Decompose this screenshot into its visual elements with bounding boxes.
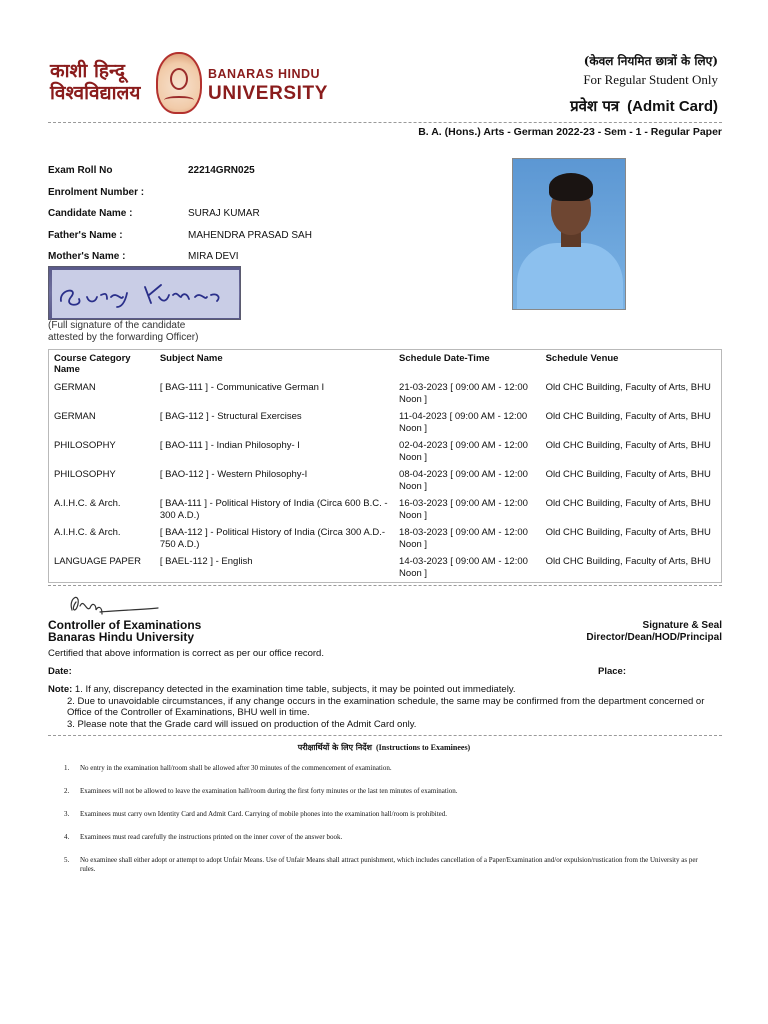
instruction-number: 5. <box>64 856 70 864</box>
instruction-text: No entry in the examination hall/room shall be allowed after 30 minutes of the commencement of examination. <box>80 764 392 772</box>
instruction-item <box>64 833 704 842</box>
instruction-number: 1. <box>64 764 70 772</box>
instruction-item <box>64 856 704 874</box>
note-1-text: 1. If any, discrepancy detected in the examination time table, subjects, it may be pointed out immediately. <box>72 684 516 695</box>
mother-value: MIRA DEVI <box>188 251 239 262</box>
seal-line1: Signature & Seal <box>642 620 722 631</box>
signature-seal-block <box>586 620 722 644</box>
place-label: Place: <box>598 666 626 677</box>
header-schedule-venue: Schedule Venue <box>545 353 619 364</box>
instructions-heading-hindi: परीक्षार्थियों के लिए निर्देश <box>297 742 372 752</box>
subject-name: [ BAO-111 ] - Indian Philosophy- I <box>159 440 300 451</box>
subject-name: [ BAA-112 ] - Political History of India (Circa 300 A.D.- 750 A.D.) <box>159 527 386 550</box>
subject-name: [ BAEL-112 ] - English <box>159 556 253 567</box>
instruction-item <box>64 787 704 796</box>
subject-name: [ BAA-111 ] - Political History of India (Circa 600 B.C. - 300 A.D.) <box>159 498 388 521</box>
signature-caption <box>48 320 198 344</box>
instruction-number: 4. <box>64 833 70 841</box>
university-logo-hindi <box>50 60 140 104</box>
table-row <box>49 524 721 553</box>
instruction-number: 2. <box>64 787 70 795</box>
header-right <box>570 52 718 116</box>
father-label: Father's Name : <box>48 229 123 241</box>
note-label: Note: <box>48 684 73 695</box>
subject-name: [ BAG-112 ] - Structural Exercises <box>159 411 302 422</box>
enrolment-label: Enrolment Number : <box>48 186 145 198</box>
admit-title-english: (Admit Card) <box>627 98 718 115</box>
student-info-labels <box>48 160 144 268</box>
course-category: PHILOSOPHY <box>54 469 116 480</box>
course-category: GERMAN <box>54 382 96 393</box>
instruction-text: Examinees must carry own Identity Card and Admit Card. Carrying of mobile phones into the examination hall/room is prohibited. <box>80 810 448 818</box>
table-header-row <box>49 350 721 379</box>
notes-block <box>48 684 722 730</box>
table-row <box>49 437 721 466</box>
seal-line2: Director/Dean/HOD/Principal <box>586 632 722 643</box>
instructions-heading-english: (Instructions to Examinees) <box>376 743 471 752</box>
controller-line2: Banaras Hindu University <box>48 630 195 644</box>
schedule-date-time: 08-04-2023 [ 09:00 AM - 12:00 Noon ] <box>399 469 528 492</box>
seal-base <box>164 96 194 104</box>
header-course-category: Course Category Name <box>54 353 131 375</box>
note-3-text: 3. Please note that the Grade card will issued on production of the Admit Card only. <box>67 718 417 730</box>
course-category: GERMAN <box>54 411 96 422</box>
table-row <box>49 408 721 437</box>
candidate-signature-image <box>48 266 241 320</box>
schedule-date-time: 11-04-2023 [ 09:00 AM - 12:00 Noon ] <box>399 411 528 434</box>
schedule-venue: Old CHC Building, Faculty of Arts, BHU <box>545 382 711 393</box>
table-row <box>49 495 721 524</box>
course-category: PHILOSOPHY <box>54 440 116 451</box>
instruction-item <box>64 810 704 819</box>
controller-line1: Controller of Examinations <box>48 618 202 632</box>
program-title: B. A. (Hons.) Arts - German 2022-23 - Sem - 1 - Regular Paper <box>418 126 722 138</box>
note-1 <box>48 684 722 696</box>
logo-hindi-line1: काशी हिन्दू <box>50 60 125 82</box>
university-logo-english <box>208 67 328 105</box>
exam-schedule-table <box>48 349 722 583</box>
table-row <box>49 466 721 495</box>
student-info-values <box>188 160 312 268</box>
schedule-venue: Old CHC Building, Faculty of Arts, BHU <box>545 469 711 480</box>
certified-statement: Certified that above information is correct as per our office record. <box>48 648 324 659</box>
schedule-venue: Old CHC Building, Faculty of Arts, BHU <box>545 556 711 567</box>
table-divider <box>48 585 722 586</box>
schedule-venue: Old CHC Building, Faculty of Arts, BHU <box>545 527 711 538</box>
schedule-date-time: 14-03-2023 [ 09:00 AM - 12:00 Noon ] <box>399 556 528 579</box>
header-schedule-date-time: Schedule Date-Time <box>399 353 490 364</box>
university-seal-icon <box>156 52 202 114</box>
logo-en-line1: BANARAS HINDU <box>208 67 321 81</box>
signature-caption-line1: (Full signature of the candidate <box>48 320 186 331</box>
regular-only-english: For Regular Student Only <box>583 72 718 87</box>
roll-label: Exam Roll No <box>48 165 113 176</box>
header-subject-name: Subject Name <box>159 353 223 364</box>
photo-hair <box>549 173 593 201</box>
instruction-text: Examinees must read carefully the instructions printed on the inner cover of the answer book. <box>80 833 343 841</box>
schedule-date-time: 16-03-2023 [ 09:00 AM - 12:00 Noon ] <box>399 498 528 521</box>
note-2-text: 2. Due to unavoidable circumstances, if any change occurs in the examination schedule, the same may be confirmed from the department concerned or Office of the Controller of Examinations, BHU well in time. <box>67 695 705 718</box>
course-category: LANGUAGE PAPER <box>54 556 141 567</box>
instruction-text: Examinees will not be allowed to leave the examination hall/room during the first forty minutes or the last ten minutes of examination. <box>80 787 458 795</box>
instruction-number: 3. <box>64 810 70 818</box>
enrolment-value <box>188 182 312 204</box>
admit-title-hindi: प्रवेश पत्र <box>570 97 620 115</box>
father-value: MAHENDRA PRASAD SAH <box>188 229 312 241</box>
table-row <box>49 553 721 582</box>
schedule-date-time: 02-04-2023 [ 09:00 AM - 12:00 Noon ] <box>399 440 528 463</box>
schedule-venue: Old CHC Building, Faculty of Arts, BHU <box>545 440 711 451</box>
subject-name: [ BAO-112 ] - Western Philosophy-I <box>159 469 308 480</box>
candidate-photo <box>512 158 626 310</box>
signature-caption-line2: attested by the forwarding Officer) <box>48 332 199 343</box>
name-label: Candidate Name : <box>48 208 133 219</box>
date-label: Date: <box>48 666 72 677</box>
mother-label: Mother's Name : <box>48 251 126 262</box>
signature-scribble-icon <box>49 267 242 321</box>
schedule-venue: Old CHC Building, Faculty of Arts, BHU <box>545 498 711 509</box>
instructions-heading <box>0 742 768 753</box>
instruction-item <box>64 764 704 773</box>
header <box>0 0 768 122</box>
instruction-text: No examinee shall either adopt or attempt to adopt Unfair Means. Use of Unfair Means shall attract punishment, which includes cancellation of a Paper/Examination and/or expulsion/rustication from the University as per rules. <box>80 856 698 873</box>
schedule-date-time: 18-03-2023 [ 09:00 AM - 12:00 Noon ] <box>399 527 528 550</box>
logo-hindi-line2: विश्वविद्यालय <box>50 82 141 104</box>
photo-shirt <box>517 243 623 310</box>
table-row <box>49 379 721 408</box>
admit-card-title <box>570 96 718 116</box>
course-category: A.I.H.C. & Arch. <box>54 527 121 538</box>
controller-signature-icon <box>66 590 162 618</box>
seal-figure <box>170 68 188 90</box>
logo-en-line2: UNIVERSITY <box>208 83 329 104</box>
course-category: A.I.H.C. & Arch. <box>54 498 121 509</box>
regular-only-hindi: (केवल नियमित छात्रों के लिए) <box>583 54 718 68</box>
notes-divider <box>48 735 722 736</box>
schedule-venue: Old CHC Building, Faculty of Arts, BHU <box>545 411 711 422</box>
roll-value: 22214GRN025 <box>188 165 255 176</box>
header-divider <box>48 122 722 123</box>
subject-name: [ BAG-111 ] - Communicative German I <box>159 382 325 393</box>
controller-of-examinations <box>48 619 201 643</box>
name-value: SURAJ KUMAR <box>188 208 260 219</box>
schedule-date-time: 21-03-2023 [ 09:00 AM - 12:00 Noon ] <box>399 382 528 405</box>
